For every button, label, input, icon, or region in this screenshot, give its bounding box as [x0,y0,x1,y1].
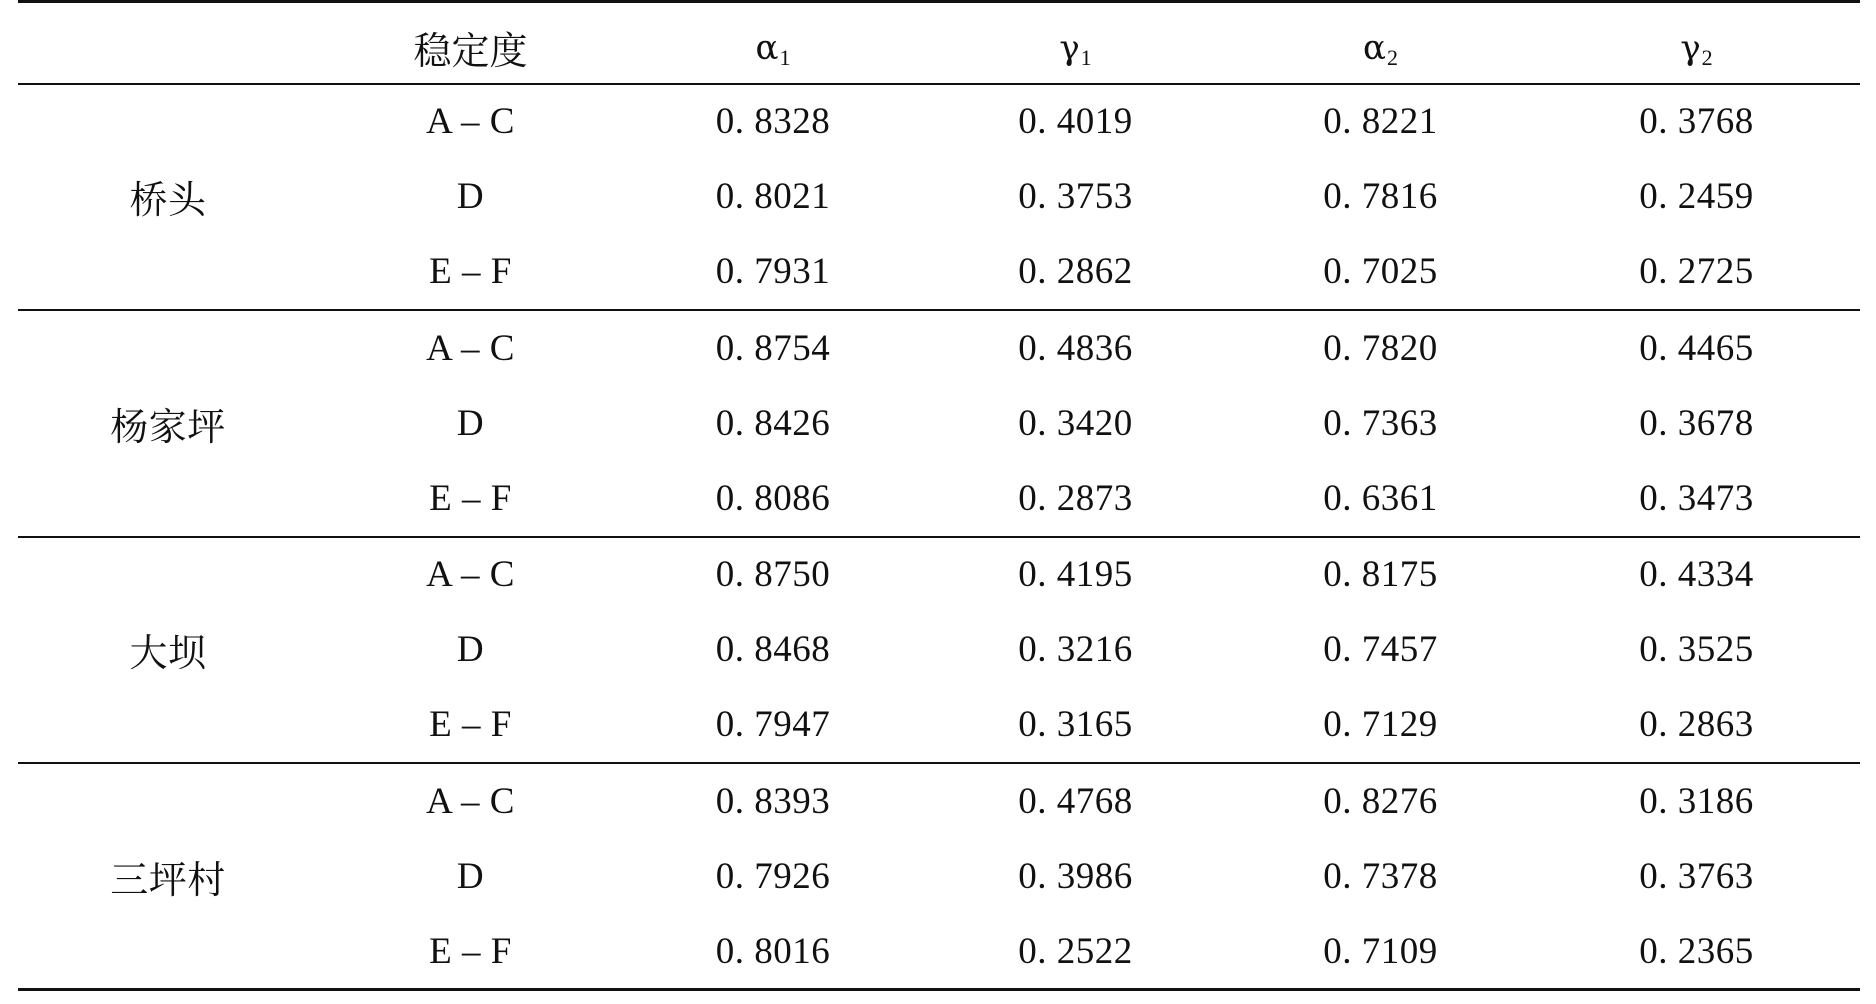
cell-alpha2: 0. 7109 [1228,914,1533,990]
gamma1-subscript: 1 [1080,44,1092,70]
cell-gamma1: 0. 3420 [1018,402,1133,444]
cell-gamma1: 0. 4836 [1018,327,1133,369]
site-name: 杨家坪 [18,310,318,537]
header-gamma2 [1533,2,1860,84]
cell-alpha2: 0. 7129 [1228,688,1533,764]
cell-alpha2: 0. 6361 [1228,461,1533,537]
cell-alpha1: 0. 8426 [715,402,831,444]
cell-gamma2: 0. 3768 [1639,101,1754,143]
cell-alpha2: 0. 7378 [1323,855,1438,897]
cell-alpha2: 0. 8276 [1323,780,1438,822]
table-body [18,84,1860,990]
header-row [18,2,1860,84]
alpha2-symbol: α [1363,27,1386,68]
cell-stability: A – C [426,554,515,596]
cell-stability: A – C [426,780,515,822]
cell-stability: E – F [318,688,623,764]
cell-gamma2: 0. 4334 [1639,554,1754,596]
cell-alpha2: 0. 8175 [1323,554,1438,596]
site-name: 大坝 [18,537,318,764]
cell-stability: E – F [318,461,623,537]
cell-gamma2: 0. 3678 [1639,402,1754,444]
table-row [18,763,1860,839]
cell-gamma2: 0. 3186 [1639,780,1754,822]
cell-stability: E – F [318,914,623,990]
site-name: 三坪村 [18,763,318,990]
cell-alpha1: 0. 7947 [623,688,923,764]
data-table-container [18,0,1860,991]
cell-alpha1: 0. 8016 [623,914,923,990]
table-row [18,84,1860,160]
cell-stability: D [456,855,485,897]
gamma1-symbol: γ [1059,27,1080,68]
cell-alpha2: 0. 7816 [1323,176,1438,218]
header-alpha1 [623,2,923,84]
cell-stability: D [456,629,485,671]
cell-alpha1: 0. 8754 [715,327,831,369]
alpha1-symbol: α [755,27,779,68]
cell-stability: E – F [318,235,623,311]
cell-gamma1: 0. 2522 [923,914,1228,990]
cell-gamma2: 0. 3763 [1639,855,1754,897]
cell-alpha2: 0. 7457 [1323,629,1438,671]
cell-gamma2: 0. 3473 [1533,461,1860,537]
cell-gamma2: 0. 2863 [1533,688,1860,764]
cell-alpha1: 0. 8021 [715,176,831,218]
cell-gamma1: 0. 3986 [1018,855,1133,897]
cell-gamma1: 0. 3216 [1018,629,1133,671]
header-stability: 稳定度 [318,2,623,84]
cell-alpha1: 0. 8086 [623,461,923,537]
cell-gamma1: 0. 3753 [1018,176,1133,218]
cell-alpha1: 0. 8468 [715,629,831,671]
table-row [18,310,1860,386]
cell-alpha1: 0. 8750 [715,554,831,596]
cell-alpha2: 0. 8221 [1323,101,1438,143]
cell-alpha2: 0. 7363 [1323,402,1438,444]
cell-gamma1: 0. 2862 [923,235,1228,311]
cell-gamma1: 0. 4768 [1018,780,1133,822]
gamma2-symbol: γ [1680,27,1701,68]
cell-alpha1: 0. 8328 [715,101,831,143]
gamma2-subscript: 2 [1701,44,1713,70]
header-gamma1 [923,2,1228,84]
cell-alpha2: 0. 7820 [1323,327,1438,369]
alpha2-subscript: 2 [1386,44,1398,70]
cell-gamma1: 0. 3165 [923,688,1228,764]
cell-gamma2: 0. 2459 [1639,176,1754,218]
cell-gamma1: 0. 2873 [923,461,1228,537]
table-row [18,537,1860,613]
cell-gamma2: 0. 2365 [1533,914,1860,990]
cell-stability: D [456,402,485,444]
cell-gamma1: 0. 4019 [1018,101,1133,143]
cell-gamma2: 0. 4465 [1639,327,1754,369]
cell-stability: A – C [426,101,515,143]
cell-gamma2: 0. 3525 [1639,629,1754,671]
header-site [18,2,318,84]
cell-alpha1: 0. 8393 [715,780,831,822]
alpha1-subscript: 1 [779,44,791,70]
cell-alpha2: 0. 7025 [1228,235,1533,311]
table-header [18,2,1860,84]
cell-stability: D [456,176,485,218]
cell-gamma2: 0. 2725 [1533,235,1860,311]
cell-alpha1: 0. 7931 [623,235,923,311]
cell-stability: A – C [426,327,515,369]
cell-gamma1: 0. 4195 [1018,554,1133,596]
data-table [18,0,1860,991]
cell-alpha1: 0. 7926 [715,855,831,897]
site-name: 桥头 [18,84,318,311]
header-alpha2 [1228,2,1533,84]
